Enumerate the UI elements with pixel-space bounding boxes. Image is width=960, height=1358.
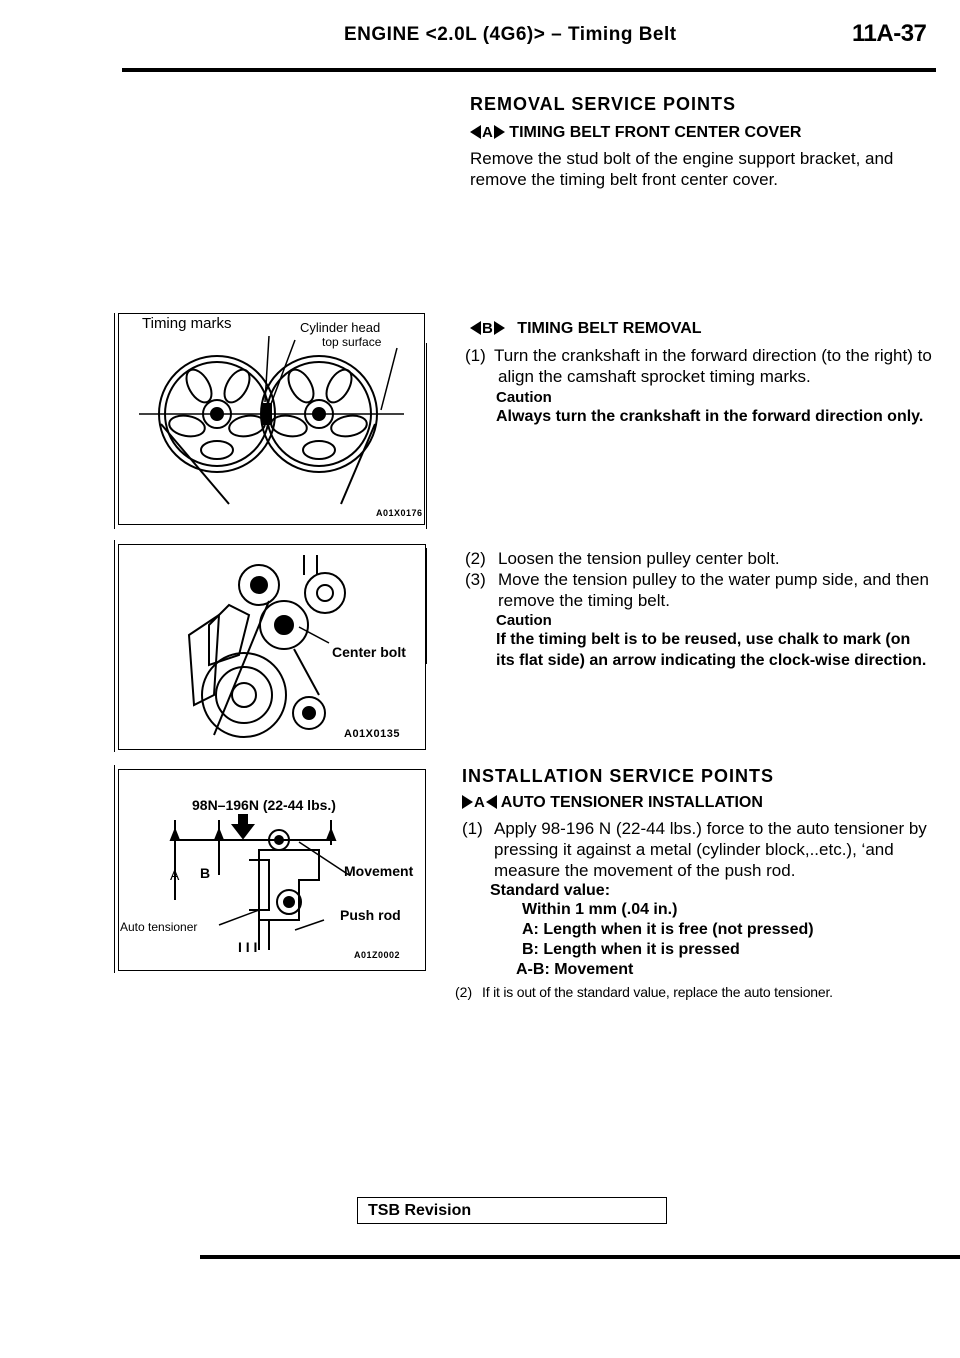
installation-item-a-heading: A AUTO TENSIONER INSTALLATION [462, 794, 763, 812]
removal-step-2-text: Loosen the tension pulley center bolt. [498, 549, 780, 568]
standard-value-label: Standard value: [490, 882, 611, 899]
fig-label-force: 98N–196N (22-44 lbs.) [192, 797, 336, 813]
fig-label-auto-tensioner: Auto tensioner [120, 920, 198, 934]
removal-item-b-heading: B TIMING BELT REMOVAL [470, 320, 702, 338]
removal-step-2-num: (2) [465, 549, 486, 568]
fig-label-push-rod: Push rod [340, 907, 401, 923]
page-header-title: ENGINE <2.0L (4G6)> – Timing Belt [344, 24, 677, 45]
fig-label-center-bolt: Center bolt [332, 644, 406, 660]
caution-text: If the timing belt is to be reused, use chalk to mark (on its flat side) an arrow indicating the clock-wise direction. [496, 631, 927, 669]
page-number: 11A-37 [852, 20, 927, 47]
fig-label-movement: Movement [344, 863, 414, 879]
fig-code: A01Z0002 [354, 950, 401, 960]
installation-step-1-text: Apply 98-196 N (22-44 lbs.) force to the auto tensioner by pressing it against a metal (cylinder block,..etc.), ‘and measure the movement of the push rod. [494, 819, 927, 880]
standard-value-ab: A-B: Movement [516, 961, 634, 978]
caution-label: Caution [496, 612, 552, 629]
fig-label-cylinder-head: Cylinder head [300, 320, 381, 335]
fig-label-timing-marks: Timing marks [142, 315, 232, 332]
header-rule [122, 68, 936, 72]
fig-label-a: A [170, 867, 180, 883]
left-triangle-icon [470, 321, 481, 335]
left-triangle-icon [470, 125, 481, 139]
removal-step-1-text: Turn the crankshaft in the forward direction (to the right) to align the camshaft sprocket timing marks. [494, 346, 932, 386]
fig-label-top-surface: top surface [322, 335, 382, 349]
installation-section-title: INSTALLATION SERVICE POINTS [462, 766, 775, 786]
tsb-revision-label: TSB Revision [368, 1202, 472, 1219]
installation-step-2-num: (2) [455, 984, 473, 1000]
right-triangle-icon [494, 125, 505, 139]
caution-text: Always turn the crankshaft in the forward direction only. [496, 408, 924, 425]
left-triangle-icon [486, 795, 497, 809]
fig-label-b: B [200, 865, 211, 881]
right-triangle-icon [494, 321, 505, 335]
installation-step-2-text: If it is out of the standard value, replace the auto tensioner. [482, 984, 833, 1000]
standard-value-within: Within 1 mm (.04 in.) [522, 901, 678, 918]
figure-timing-marks [114, 313, 430, 529]
standard-value-a: A: Length when it is free (not pressed) [522, 921, 814, 938]
removal-step-3-text: Move the tension pulley to the water pump side, and then remove the timing belt. [498, 570, 929, 610]
figure-auto-tensioner [114, 765, 430, 973]
removal-step-3-num: (3) [465, 570, 486, 589]
fig-label-iii: I I I [238, 939, 258, 955]
footer-rule [200, 1255, 960, 1259]
installation-step-1-num: (1) [462, 819, 483, 838]
removal-item-a-heading: A TIMING BELT FRONT CENTER COVER [470, 124, 801, 142]
fig-code: A01X0135 [344, 728, 400, 740]
removal-item-a-body: Remove the stud bolt of the engine support bracket, and remove the timing belt front center cover. [470, 149, 894, 189]
removal-section-title: REMOVAL SERVICE POINTS [470, 94, 737, 114]
removal-step-1: (1) [465, 346, 486, 365]
standard-value-b: B: Length when it is pressed [522, 941, 740, 958]
right-triangle-icon [462, 795, 473, 809]
caution-label: Caution [496, 389, 552, 406]
fig-code: A01X0176 [376, 508, 423, 518]
figure-center-bolt [114, 540, 430, 752]
tsb-revision-box [357, 1197, 667, 1224]
